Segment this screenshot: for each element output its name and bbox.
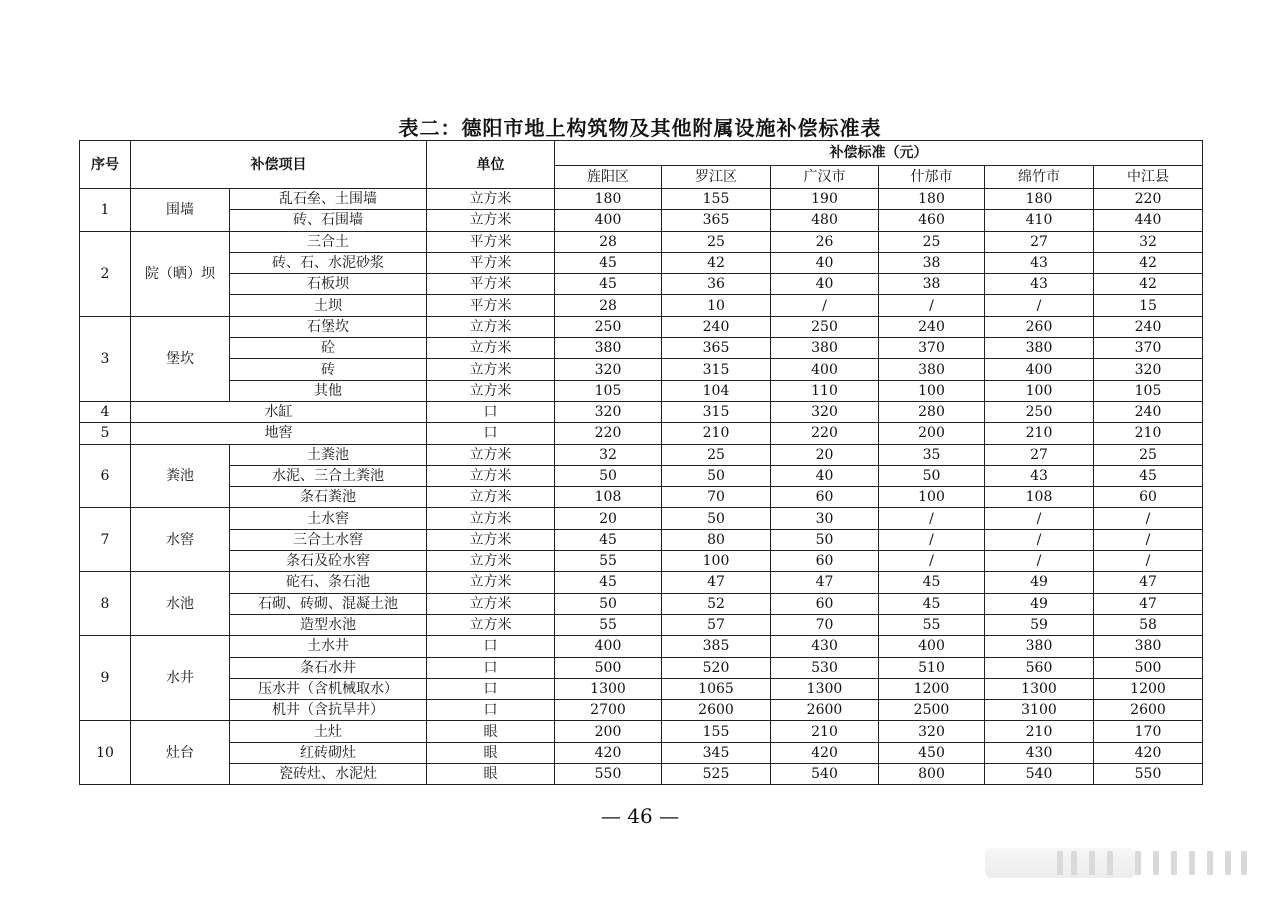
- cell-value: 400: [555, 210, 662, 231]
- cell-value: 240: [662, 316, 771, 337]
- cell-unit: 立方米: [427, 614, 555, 635]
- table-header: [80, 141, 1203, 189]
- header-region: 绵竹市: [985, 166, 1094, 189]
- cell-value: 210: [1094, 423, 1203, 444]
- cell-seq: 6: [80, 444, 131, 508]
- cell-value: 3100: [985, 700, 1094, 721]
- cell-unit: 平方米: [427, 252, 555, 273]
- cell-value: 38: [879, 274, 985, 295]
- cell-value: 32: [1094, 231, 1203, 252]
- table-row: [80, 508, 1203, 529]
- cell-value: 104: [662, 380, 771, 401]
- cell-item: 堡坎: [131, 316, 230, 401]
- cell-value: 43: [985, 274, 1094, 295]
- table-row: [80, 274, 1203, 295]
- cell-subitem: 乱石垒、土围墙: [230, 189, 427, 210]
- cell-value: 43: [985, 252, 1094, 273]
- cell-seq: 5: [80, 423, 131, 444]
- cell-value: 50: [555, 593, 662, 614]
- cell-value: 100: [985, 380, 1094, 401]
- cell-value: 380: [879, 359, 985, 380]
- cell-value: 47: [662, 572, 771, 593]
- cell-value: 25: [879, 231, 985, 252]
- cell-value: 2500: [879, 700, 985, 721]
- table-row: [80, 700, 1203, 721]
- cell-value: 40: [771, 252, 879, 273]
- cell-value: 370: [879, 338, 985, 359]
- cell-item: 围墙: [131, 189, 230, 232]
- cell-item: 水池: [131, 572, 230, 636]
- watermark: [985, 848, 1251, 878]
- cell-unit: 立方米: [427, 444, 555, 465]
- cell-subitem: 条石粪池: [230, 487, 427, 508]
- cell-value: 345: [662, 742, 771, 763]
- cell-value: 60: [771, 551, 879, 572]
- cell-seq: 7: [80, 508, 131, 572]
- cell-unit: 立方米: [427, 189, 555, 210]
- cell-seq: 3: [80, 316, 131, 401]
- cell-unit: 眼: [427, 742, 555, 763]
- table-row: [80, 359, 1203, 380]
- cell-value: 540: [771, 764, 879, 785]
- cell-subitem: 砖、石围墙: [230, 210, 427, 231]
- cell-value: 210: [985, 423, 1094, 444]
- cell-value: 180: [555, 189, 662, 210]
- cell-value: 45: [879, 572, 985, 593]
- cell-subitem: 土粪池: [230, 444, 427, 465]
- cell-value: 80: [662, 529, 771, 550]
- cell-value: 220: [771, 423, 879, 444]
- cell-value: 800: [879, 764, 985, 785]
- table-row: [80, 465, 1203, 486]
- cell-value: 1065: [662, 678, 771, 699]
- cell-value: /: [1094, 529, 1203, 550]
- cell-subitem: 砼: [230, 338, 427, 359]
- table-row: [80, 487, 1203, 508]
- cell-value: 47: [1094, 572, 1203, 593]
- cell-value: 380: [771, 338, 879, 359]
- cell-item: 水缸: [131, 401, 427, 422]
- cell-subitem: 石堡坎: [230, 316, 427, 337]
- cell-value: 108: [555, 487, 662, 508]
- cell-value: 40: [771, 274, 879, 295]
- cell-item: 水井: [131, 636, 230, 721]
- cell-value: 320: [771, 401, 879, 422]
- cell-value: 155: [662, 189, 771, 210]
- cell-value: 500: [555, 657, 662, 678]
- cell-unit: 立方米: [427, 380, 555, 401]
- cell-unit: 立方米: [427, 572, 555, 593]
- cell-value: 70: [771, 614, 879, 635]
- cell-item: 粪池: [131, 444, 230, 508]
- table-row: [80, 636, 1203, 657]
- cell-item: 灶台: [131, 721, 230, 785]
- cell-unit: 立方米: [427, 465, 555, 486]
- cell-value: /: [879, 551, 985, 572]
- table-row: [80, 401, 1203, 422]
- cell-value: 250: [985, 401, 1094, 422]
- cell-seq: 9: [80, 636, 131, 721]
- cell-value: 108: [985, 487, 1094, 508]
- cell-value: 45: [555, 252, 662, 273]
- cell-value: 25: [662, 231, 771, 252]
- cell-value: 110: [771, 380, 879, 401]
- cell-subitem: 水泥、三合土粪池: [230, 465, 427, 486]
- cell-unit: 立方米: [427, 529, 555, 550]
- cell-subitem: 砖、石、水泥砂浆: [230, 252, 427, 273]
- cell-value: 315: [662, 401, 771, 422]
- cell-value: 49: [985, 572, 1094, 593]
- header-region: 旌阳区: [555, 166, 662, 189]
- cell-value: 365: [662, 210, 771, 231]
- cell-seq: 4: [80, 401, 131, 422]
- cell-unit: 立方米: [427, 316, 555, 337]
- cell-value: 320: [555, 359, 662, 380]
- cell-value: 28: [555, 231, 662, 252]
- table-row: [80, 380, 1203, 401]
- cell-value: 1200: [879, 678, 985, 699]
- cell-value: 20: [555, 508, 662, 529]
- cell-value: 315: [662, 359, 771, 380]
- cell-value: /: [985, 529, 1094, 550]
- cell-value: 50: [662, 465, 771, 486]
- cell-unit: 立方米: [427, 487, 555, 508]
- cell-value: 20: [771, 444, 879, 465]
- cell-value: 520: [662, 657, 771, 678]
- cell-value: 45: [1094, 465, 1203, 486]
- cell-value: 550: [555, 764, 662, 785]
- watermark-mark: [1241, 851, 1247, 875]
- cell-value: 420: [555, 742, 662, 763]
- table-row: [80, 338, 1203, 359]
- table-row: [80, 529, 1203, 550]
- cell-seq: 1: [80, 189, 131, 232]
- table-row: [80, 657, 1203, 678]
- cell-value: 100: [879, 487, 985, 508]
- cell-unit: 口: [427, 657, 555, 678]
- cell-value: 320: [555, 401, 662, 422]
- cell-value: 2600: [771, 700, 879, 721]
- cell-unit: 立方米: [427, 338, 555, 359]
- cell-value: 105: [555, 380, 662, 401]
- cell-value: 47: [771, 572, 879, 593]
- cell-value: 47: [1094, 593, 1203, 614]
- cell-value: 220: [555, 423, 662, 444]
- cell-value: 60: [1094, 487, 1203, 508]
- header-standard: 补偿标准（元）: [555, 141, 1203, 166]
- cell-value: 430: [985, 742, 1094, 763]
- cell-subitem: 土水窖: [230, 508, 427, 529]
- cell-value: 1200: [1094, 678, 1203, 699]
- header-seq: 序号: [80, 141, 131, 189]
- cell-value: 45: [555, 572, 662, 593]
- cell-subitem: 其他: [230, 380, 427, 401]
- watermark-mark: [1057, 851, 1063, 875]
- cell-value: 2600: [662, 700, 771, 721]
- cell-value: 105: [1094, 380, 1203, 401]
- cell-unit: 平方米: [427, 231, 555, 252]
- header-region: 罗江区: [662, 166, 771, 189]
- cell-seq: 2: [80, 231, 131, 316]
- cell-value: 420: [1094, 742, 1203, 763]
- cell-value: 50: [555, 465, 662, 486]
- cell-value: 400: [771, 359, 879, 380]
- cell-value: 50: [662, 508, 771, 529]
- cell-subitem: 机井（含抗旱井）: [230, 700, 427, 721]
- cell-value: /: [1094, 508, 1203, 529]
- cell-value: 32: [555, 444, 662, 465]
- cell-value: 220: [1094, 189, 1203, 210]
- cell-subitem: 三合土: [230, 231, 427, 252]
- table-row: [80, 444, 1203, 465]
- watermark-mark: [1225, 851, 1231, 875]
- cell-value: 450: [879, 742, 985, 763]
- cell-value: 320: [1094, 359, 1203, 380]
- cell-unit: 立方米: [427, 551, 555, 572]
- watermark-mark: [1171, 851, 1177, 875]
- header-item: 补偿项目: [131, 141, 427, 189]
- cell-value: 400: [879, 636, 985, 657]
- cell-value: 50: [771, 529, 879, 550]
- cell-subitem: 土灶: [230, 721, 427, 742]
- cell-value: /: [1094, 551, 1203, 572]
- header-region: 什邡市: [879, 166, 985, 189]
- watermark-mark: [1089, 851, 1095, 875]
- cell-value: 58: [1094, 614, 1203, 635]
- cell-value: /: [985, 295, 1094, 316]
- cell-value: 35: [879, 444, 985, 465]
- cell-value: 43: [985, 465, 1094, 486]
- cell-item: 水窖: [131, 508, 230, 572]
- cell-value: 15: [1094, 295, 1203, 316]
- cell-value: 320: [879, 721, 985, 742]
- table-row: [80, 721, 1203, 742]
- cell-value: 210: [985, 721, 1094, 742]
- cell-subitem: 土坝: [230, 295, 427, 316]
- cell-value: 480: [771, 210, 879, 231]
- cell-seq: 8: [80, 572, 131, 636]
- cell-value: 240: [879, 316, 985, 337]
- cell-value: 280: [879, 401, 985, 422]
- cell-value: 55: [555, 614, 662, 635]
- watermark-mark: [1189, 851, 1195, 875]
- cell-unit: 口: [427, 423, 555, 444]
- cell-value: 430: [771, 636, 879, 657]
- table-row: [80, 572, 1203, 593]
- cell-value: 45: [555, 529, 662, 550]
- cell-value: 260: [985, 316, 1094, 337]
- cell-value: 55: [555, 551, 662, 572]
- cell-value: 550: [1094, 764, 1203, 785]
- cell-value: 365: [662, 338, 771, 359]
- cell-unit: 立方米: [427, 508, 555, 529]
- table-row: [80, 189, 1203, 210]
- cell-subitem: 红砖砌灶: [230, 742, 427, 763]
- cell-value: 36: [662, 274, 771, 295]
- watermark-mark: [1153, 851, 1159, 875]
- table-row: [80, 593, 1203, 614]
- cell-value: /: [771, 295, 879, 316]
- cell-subitem: 条石及砼水窖: [230, 551, 427, 572]
- cell-seq: 10: [80, 721, 131, 785]
- cell-item: 地窖: [131, 423, 427, 444]
- cell-value: 180: [879, 189, 985, 210]
- table-row: [80, 764, 1203, 785]
- watermark-mark: [1071, 851, 1077, 875]
- cell-unit: 立方米: [427, 593, 555, 614]
- cell-subitem: 条石水井: [230, 657, 427, 678]
- cell-value: 42: [1094, 252, 1203, 273]
- cell-value: /: [985, 551, 1094, 572]
- cell-value: 70: [662, 487, 771, 508]
- cell-unit: 平方米: [427, 295, 555, 316]
- cell-value: 170: [1094, 721, 1203, 742]
- cell-value: 380: [555, 338, 662, 359]
- cell-unit: 口: [427, 401, 555, 422]
- table-row: [80, 295, 1203, 316]
- cell-value: 26: [771, 231, 879, 252]
- cell-value: 525: [662, 764, 771, 785]
- cell-value: 250: [555, 316, 662, 337]
- cell-value: /: [985, 508, 1094, 529]
- cell-unit: 立方米: [427, 359, 555, 380]
- cell-value: 1300: [771, 678, 879, 699]
- cell-value: /: [879, 529, 985, 550]
- cell-subitem: 石板坝: [230, 274, 427, 295]
- table-body: [80, 189, 1203, 785]
- cell-value: /: [879, 295, 985, 316]
- table-row: [80, 678, 1203, 699]
- cell-value: 28: [555, 295, 662, 316]
- table-row: [80, 210, 1203, 231]
- cell-value: 370: [1094, 338, 1203, 359]
- cell-value: 2600: [1094, 700, 1203, 721]
- cell-value: 45: [555, 274, 662, 295]
- cell-value: 60: [771, 487, 879, 508]
- cell-unit: 立方米: [427, 210, 555, 231]
- cell-item: 院（晒）坝: [131, 231, 230, 316]
- cell-value: 60: [771, 593, 879, 614]
- table-row: [80, 316, 1203, 337]
- page-number: — 46 —: [600, 804, 680, 828]
- cell-value: 57: [662, 614, 771, 635]
- cell-value: 52: [662, 593, 771, 614]
- cell-subitem: 造型水池: [230, 614, 427, 635]
- table-row: [80, 231, 1203, 252]
- cell-value: 30: [771, 508, 879, 529]
- header-unit: 单位: [427, 141, 555, 189]
- table-row: [80, 252, 1203, 273]
- cell-subitem: 砖: [230, 359, 427, 380]
- watermark-mark: [1135, 851, 1141, 875]
- table-title: 表二：德阳市地上构筑物及其他附属设施补偿标准表: [398, 116, 882, 140]
- table-row: [80, 742, 1203, 763]
- cell-unit: 口: [427, 678, 555, 699]
- cell-value: 100: [879, 380, 985, 401]
- cell-value: 38: [879, 252, 985, 273]
- cell-value: 25: [1094, 444, 1203, 465]
- cell-value: 380: [1094, 636, 1203, 657]
- table-row: [80, 423, 1203, 444]
- cell-value: 25: [662, 444, 771, 465]
- cell-unit: 口: [427, 700, 555, 721]
- cell-value: 2700: [555, 700, 662, 721]
- cell-value: 240: [1094, 401, 1203, 422]
- cell-value: 380: [985, 338, 1094, 359]
- cell-value: 45: [879, 593, 985, 614]
- cell-value: 240: [1094, 316, 1203, 337]
- cell-value: 500: [1094, 657, 1203, 678]
- cell-value: 27: [985, 444, 1094, 465]
- cell-value: 400: [985, 359, 1094, 380]
- cell-unit: 平方米: [427, 274, 555, 295]
- cell-value: 540: [985, 764, 1094, 785]
- cell-value: 420: [771, 742, 879, 763]
- table-row: [80, 614, 1203, 635]
- table-row: [80, 551, 1203, 572]
- header-region: 广汉市: [771, 166, 879, 189]
- cell-value: 190: [771, 189, 879, 210]
- cell-subitem: 土水井: [230, 636, 427, 657]
- cell-value: 560: [985, 657, 1094, 678]
- cell-value: 440: [1094, 210, 1203, 231]
- cell-value: 155: [662, 721, 771, 742]
- cell-value: 42: [662, 252, 771, 273]
- cell-unit: 口: [427, 636, 555, 657]
- cell-value: 100: [662, 551, 771, 572]
- cell-value: 180: [985, 189, 1094, 210]
- cell-value: 385: [662, 636, 771, 657]
- cell-value: 530: [771, 657, 879, 678]
- cell-value: 27: [985, 231, 1094, 252]
- watermark-mark: [1107, 851, 1113, 875]
- cell-value: 210: [662, 423, 771, 444]
- cell-value: 400: [555, 636, 662, 657]
- cell-value: 10: [662, 295, 771, 316]
- cell-subitem: 瓷砖灶、水泥灶: [230, 764, 427, 785]
- cell-unit: 眼: [427, 764, 555, 785]
- cell-value: 210: [771, 721, 879, 742]
- cell-value: 1300: [985, 678, 1094, 699]
- cell-value: 55: [879, 614, 985, 635]
- cell-value: 59: [985, 614, 1094, 635]
- cell-subitem: 三合土水窖: [230, 529, 427, 550]
- cell-value: 49: [985, 593, 1094, 614]
- cell-value: 42: [1094, 274, 1203, 295]
- cell-value: 50: [879, 465, 985, 486]
- header-region: 中江县: [1094, 166, 1203, 189]
- cell-subitem: 石砌、砖砌、混凝土池: [230, 593, 427, 614]
- cell-value: 200: [555, 721, 662, 742]
- compensation-table: [79, 140, 1203, 785]
- cell-unit: 眼: [427, 721, 555, 742]
- cell-value: 40: [771, 465, 879, 486]
- cell-subitem: 压水井（含机械取水）: [230, 678, 427, 699]
- watermark-mark: [1207, 851, 1213, 875]
- cell-value: 250: [771, 316, 879, 337]
- cell-value: 1300: [555, 678, 662, 699]
- cell-value: 200: [879, 423, 985, 444]
- cell-subitem: 砣石、条石池: [230, 572, 427, 593]
- cell-value: 460: [879, 210, 985, 231]
- cell-value: /: [879, 508, 985, 529]
- cell-value: 380: [985, 636, 1094, 657]
- cell-value: 410: [985, 210, 1094, 231]
- cell-value: 510: [879, 657, 985, 678]
